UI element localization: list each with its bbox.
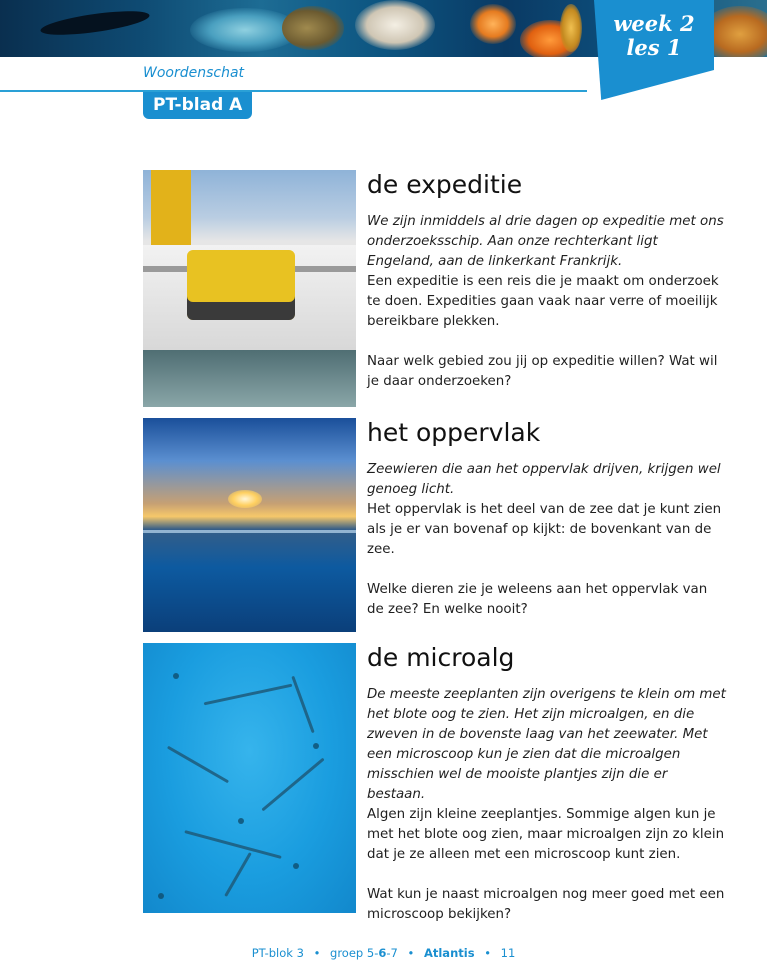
sheet-badge: PT-blad A: [143, 92, 252, 119]
alga-strand: [261, 758, 324, 812]
microalgae-photo: [143, 643, 356, 913]
footer-group-prefix: groep 5: [330, 946, 375, 960]
jellyfish-image: [470, 4, 516, 44]
page-number: 11: [500, 946, 516, 960]
plankton-dot: [293, 863, 299, 869]
week-label: week 2: [613, 11, 695, 36]
footer-group-dot: -: [386, 946, 391, 960]
vocab-term: het oppervlak: [367, 418, 541, 447]
footer-group-dot: -: [374, 946, 379, 960]
header-divider: [0, 90, 587, 92]
plankton-dot: [313, 743, 319, 749]
seahorse-image: [560, 4, 582, 52]
discussion-question: Naar welk gebied zou jij op expeditie willen? Wat wil je daar onderzoeken?: [367, 354, 718, 389]
ship-crane: [151, 170, 191, 248]
definition: Algen zijn kleine zeeplantjes. Sommige algen kun je met het blote oog zien, maar microalgen zijn zo klein dat je ze alleen met een microscoop kunt zien.: [367, 807, 725, 862]
diver-image: [39, 6, 150, 39]
discussion-question: Wat kun je naast microalgen nog meer goed met een microscoop bekijken?: [367, 887, 725, 922]
vocab-entry-oppervlak: [143, 418, 733, 632]
example-sentence: Zeewieren die aan het oppervlak drijven, krijgen wel genoeg licht.: [367, 462, 721, 497]
underwater-robot: [187, 250, 295, 320]
alga-strand: [167, 746, 229, 784]
section-title: Woordenschat: [143, 65, 245, 81]
vocab-text: [367, 643, 727, 925]
footer-group-current: 6: [378, 946, 387, 960]
footer-separator: •: [407, 946, 415, 960]
sea-turtle-image: [282, 6, 344, 50]
plankton-dot: [238, 818, 244, 824]
vocab-entry-expeditie: [143, 170, 733, 407]
footer-block: PT-blok 3: [251, 946, 304, 960]
example-sentence: De meeste zeeplanten zijn overigens te klein om met het blote oog te zien. Het zijn microalgen, en die zweven in de bovenste laag van het zeewater. Met een microscoop kun je zien dat die microalgen misschien wel de mooiste plantjes zijn die er bestaan.: [367, 687, 726, 802]
seashell-image: [355, 0, 435, 50]
vocab-entry-microalg: [143, 643, 733, 922]
vocab-text: [367, 170, 727, 392]
definition: Een expeditie is een reis die je maakt om onderzoek te doen. Expedities gaan vaak naar verre of moeilijk bereikbare plekken.: [367, 274, 719, 329]
definition: Het oppervlak is het deel van de zee dat je kunt zien als je er van bovenaf op kijkt: de bovenkant van de zee.: [367, 502, 722, 557]
footer-series: Atlantis: [423, 946, 475, 960]
week-lesson-label: [598, 12, 710, 60]
sun: [228, 490, 262, 508]
vocab-text: [367, 418, 727, 620]
lesson-label: les 1: [626, 35, 682, 60]
alga-strand: [291, 676, 314, 733]
sea-water: [143, 350, 356, 407]
waterline: [143, 530, 356, 533]
plankton-dot: [158, 893, 164, 899]
footer-separator: •: [484, 946, 491, 960]
vocab-term: de expeditie: [367, 170, 523, 199]
footer-group-suffix: 7: [390, 946, 398, 960]
alga-strand: [224, 852, 252, 897]
discussion-question: Welke dieren zie je weleens aan het oppervlak van de zee? En welke nooit?: [367, 582, 708, 617]
alga-strand: [184, 830, 281, 859]
expedition-ship-photo: [143, 170, 356, 407]
example-sentence: We zijn inmiddels al drie dagen op expeditie met ons onderzoeksschip. Aan onze rechterkant ligt Engeland, aan de linkerkant Frankrijk.: [367, 214, 724, 269]
vocab-term: de microalg: [367, 643, 515, 672]
alga-strand: [204, 684, 293, 706]
sea-surface-photo: [143, 418, 356, 632]
plankton-dot: [173, 673, 179, 679]
page-footer: [0, 946, 767, 960]
footer-separator: •: [313, 946, 321, 960]
